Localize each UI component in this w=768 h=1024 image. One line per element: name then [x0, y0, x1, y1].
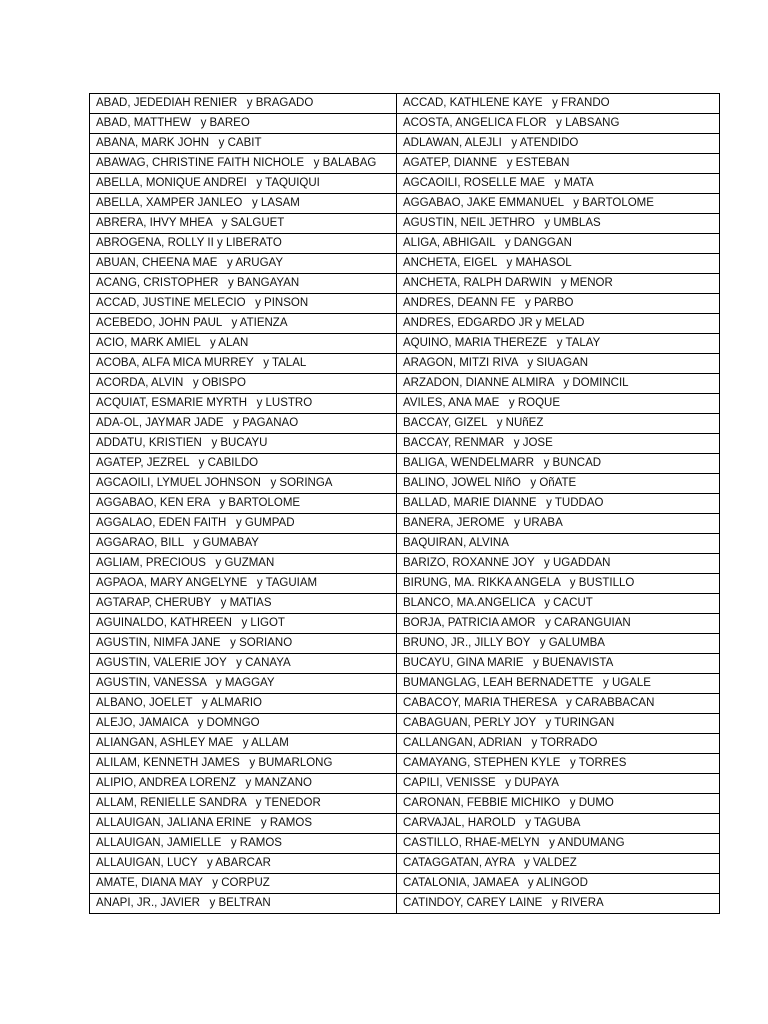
name-cell-left: ADDATU, KRISTIEN y BUCAYU [90, 434, 397, 454]
table-row [90, 474, 720, 494]
name-cell-left: ACANG, CRISTOPHER y BANGAYAN [90, 274, 397, 294]
table-row [90, 634, 720, 654]
table-row [90, 394, 720, 414]
name-cell-right: ANCHETA, RALPH DARWIN y MENOR [397, 274, 720, 294]
table-row [90, 274, 720, 294]
table-row [90, 94, 720, 114]
name-cell-left: AMATE, DIANA MAY y CORPUZ [90, 874, 397, 894]
table-row [90, 454, 720, 474]
name-cell-right: ANDRES, DEANN FE y PARBO [397, 294, 720, 314]
name-cell-left: ABAD, MATTHEW y BAREO [90, 114, 397, 134]
table-row [90, 814, 720, 834]
table-row [90, 214, 720, 234]
name-cell-left: ABRERA, IHVY MHEA y SALGUET [90, 214, 397, 234]
name-cell-left: AGGALAO, EDEN FAITH y GUMPAD [90, 514, 397, 534]
name-cell-left: ALIPIO, ANDREA LORENZ y MANZANO [90, 774, 397, 794]
table-row [90, 154, 720, 174]
name-cell-left: ALLAM, RENIELLE SANDRA y TENEDOR [90, 794, 397, 814]
table-row [90, 614, 720, 634]
name-cell-right: BARIZO, ROXANNE JOY y UGADDAN [397, 554, 720, 574]
name-cell-left: ALIANGAN, ASHLEY MAE y ALLAM [90, 734, 397, 754]
name-cell-left: AGATEP, JEZREL y CABILDO [90, 454, 397, 474]
name-cell-right: CARVAJAL, HAROLD y TAGUBA [397, 814, 720, 834]
name-cell-left: ACORDA, ALVIN y OBISPO [90, 374, 397, 394]
name-cell-left: ALLAUIGAN, LUCY y ABARCAR [90, 854, 397, 874]
name-cell-left: AGLIAM, PRECIOUS y GUZMAN [90, 554, 397, 574]
name-cell-right: AGCAOILI, ROSELLE MAE y MATA [397, 174, 720, 194]
name-cell-right: ALIGA, ABHIGAIL y DANGGAN [397, 234, 720, 254]
name-cell-right: CARONAN, FEBBIE MICHIKO y DUMO [397, 794, 720, 814]
name-cell-right: BUMANGLAG, LEAH BERNADETTE y UGALE [397, 674, 720, 694]
name-cell-left: ADA-OL, JAYMAR JADE y PAGANAO [90, 414, 397, 434]
table-row [90, 354, 720, 374]
table-row [90, 674, 720, 694]
table-row [90, 734, 720, 754]
table-row [90, 234, 720, 254]
name-cell-right: ANCHETA, EIGEL y MAHASOL [397, 254, 720, 274]
name-cell-left: ABUAN, CHEENA MAE y ARUGAY [90, 254, 397, 274]
names-table-body [90, 94, 720, 914]
table-row [90, 294, 720, 314]
name-cell-left: AGUSTIN, NIMFA JANE y SORIANO [90, 634, 397, 654]
name-cell-left: AGGARAO, BILL y GUMABAY [90, 534, 397, 554]
table-row [90, 654, 720, 674]
name-cell-right: ACOSTA, ANGELICA FLOR y LABSANG [397, 114, 720, 134]
table-row [90, 774, 720, 794]
name-cell-right: ANDRES, EDGARDO JR y MELAD [397, 314, 720, 334]
table-row [90, 254, 720, 274]
name-cell-left: ACQUIAT, ESMARIE MYRTH y LUSTRO [90, 394, 397, 414]
name-cell-left: ACCAD, JUSTINE MELECIO y PINSON [90, 294, 397, 314]
name-cell-left: ACIO, MARK AMIEL y ALAN [90, 334, 397, 354]
table-row [90, 754, 720, 774]
name-cell-right: CAPILI, VENISSE y DUPAYA [397, 774, 720, 794]
table-row [90, 374, 720, 394]
table-row [90, 514, 720, 534]
name-cell-right: BALLAD, MARIE DIANNE y TUDDAO [397, 494, 720, 514]
name-cell-right: BRUNO, JR., JILLY BOY y GALUMBA [397, 634, 720, 654]
name-cell-right: AQUINO, MARIA THEREZE y TALAY [397, 334, 720, 354]
name-cell-right: AGUSTIN, NEIL JETHRO y UMBLAS [397, 214, 720, 234]
name-cell-left: AGCAOILI, LYMUEL JOHNSON y SORINGA [90, 474, 397, 494]
table-row [90, 414, 720, 434]
name-cell-right: AVILES, ANA MAE y ROQUE [397, 394, 720, 414]
name-cell-right: BAQUIRAN, ALVINA [397, 534, 720, 554]
name-cell-right: CABACOY, MARIA THERESA y CARABBACAN [397, 694, 720, 714]
table-row [90, 534, 720, 554]
name-cell-left: AGTARAP, CHERUBY y MATIAS [90, 594, 397, 614]
name-cell-left: ACOBA, ALFA MICA MURREY y TALAL [90, 354, 397, 374]
name-cell-left: AGUSTIN, VALERIE JOY y CANAYA [90, 654, 397, 674]
name-cell-right: CABAGUAN, PERLY JOY y TURINGAN [397, 714, 720, 734]
name-cell-left: ABANA, MARK JOHN y CABIT [90, 134, 397, 154]
table-row [90, 894, 720, 914]
table-row [90, 694, 720, 714]
name-cell-right: AGATEP, DIANNE y ESTEBAN [397, 154, 720, 174]
name-cell-right: CASTILLO, RHAE-MELYN y ANDUMANG [397, 834, 720, 854]
name-cell-right: CAMAYANG, STEPHEN KYLE y TORRES [397, 754, 720, 774]
name-cell-right: BUCAYU, GINA MARIE y BUENAVISTA [397, 654, 720, 674]
name-cell-right: CATALONIA, JAMAEA y ALINGOD [397, 874, 720, 894]
name-cell-left: AGPAOA, MARY ANGELYNE y TAGUIAM [90, 574, 397, 594]
table-row [90, 554, 720, 574]
names-table [89, 93, 720, 914]
name-cell-left: AGUSTIN, VANESSA y MAGGAY [90, 674, 397, 694]
table-row [90, 874, 720, 894]
name-cell-left: ANAPI, JR., JAVIER y BELTRAN [90, 894, 397, 914]
table-row [90, 794, 720, 814]
name-cell-left: ALBANO, JOELET y ALMARIO [90, 694, 397, 714]
table-row [90, 134, 720, 154]
name-cell-right: BLANCO, MA.ANGELICA y CACUT [397, 594, 720, 614]
name-cell-left: ALLAUIGAN, JAMIELLE y RAMOS [90, 834, 397, 854]
name-cell-left: ACEBEDO, JOHN PAUL y ATIENZA [90, 314, 397, 334]
table-row [90, 594, 720, 614]
name-cell-right: ARAGON, MITZI RIVA y SIUAGAN [397, 354, 720, 374]
table-row [90, 574, 720, 594]
name-cell-right: BALIGA, WENDELMARR y BUNCAD [397, 454, 720, 474]
name-cell-right: BIRUNG, MA. RIKKA ANGELA y BUSTILLO [397, 574, 720, 594]
name-cell-right: ACCAD, KATHLENE KAYE y FRANDO [397, 94, 720, 114]
table-row [90, 114, 720, 134]
name-cell-right: BACCAY, GIZEL y NUñEZ [397, 414, 720, 434]
name-cell-right: CALLANGAN, ADRIAN y TORRADO [397, 734, 720, 754]
name-cell-right: BACCAY, RENMAR y JOSE [397, 434, 720, 454]
table-row [90, 854, 720, 874]
name-cell-left: ABAWAG, CHRISTINE FAITH NICHOLE y BALABAG [90, 154, 397, 174]
name-cell-right: AGGABAO, JAKE EMMANUEL y BARTOLOME [397, 194, 720, 214]
name-cell-left: ABELLA, XAMPER JANLEO y LASAM [90, 194, 397, 214]
name-cell-left: ABELLA, MONIQUE ANDREI y TAQUIQUI [90, 174, 397, 194]
name-cell-right: CATAGGATAN, AYRA y VALDEZ [397, 854, 720, 874]
name-cell-left: AGUINALDO, KATHREEN y LIGOT [90, 614, 397, 634]
table-row [90, 494, 720, 514]
name-cell-left: ABROGENA, ROLLY II y LIBERATO [90, 234, 397, 254]
name-cell-left: ALLAUIGAN, JALIANA ERINE y RAMOS [90, 814, 397, 834]
table-row [90, 194, 720, 214]
table-row [90, 174, 720, 194]
table-row [90, 314, 720, 334]
table-row [90, 834, 720, 854]
name-cell-left: AGGABAO, KEN ERA y BARTOLOME [90, 494, 397, 514]
table-row [90, 434, 720, 454]
table-row [90, 714, 720, 734]
table-row [90, 334, 720, 354]
name-cell-left: ALILAM, KENNETH JAMES y BUMARLONG [90, 754, 397, 774]
name-cell-right: BANERA, JEROME y URABA [397, 514, 720, 534]
name-cell-right: CATINDOY, CAREY LAINE y RIVERA [397, 894, 720, 914]
name-cell-right: BORJA, PATRICIA AMOR y CARANGUIAN [397, 614, 720, 634]
name-cell-left: ALEJO, JAMAICA y DOMNGO [90, 714, 397, 734]
name-cell-left: ABAD, JEDEDIAH RENIER y BRAGADO [90, 94, 397, 114]
name-cell-right: BALINO, JOWEL NIñO y OñATE [397, 474, 720, 494]
name-cell-right: ARZADON, DIANNE ALMIRA y DOMINCIL [397, 374, 720, 394]
name-cell-right: ADLAWAN, ALEJLI y ATENDIDO [397, 134, 720, 154]
